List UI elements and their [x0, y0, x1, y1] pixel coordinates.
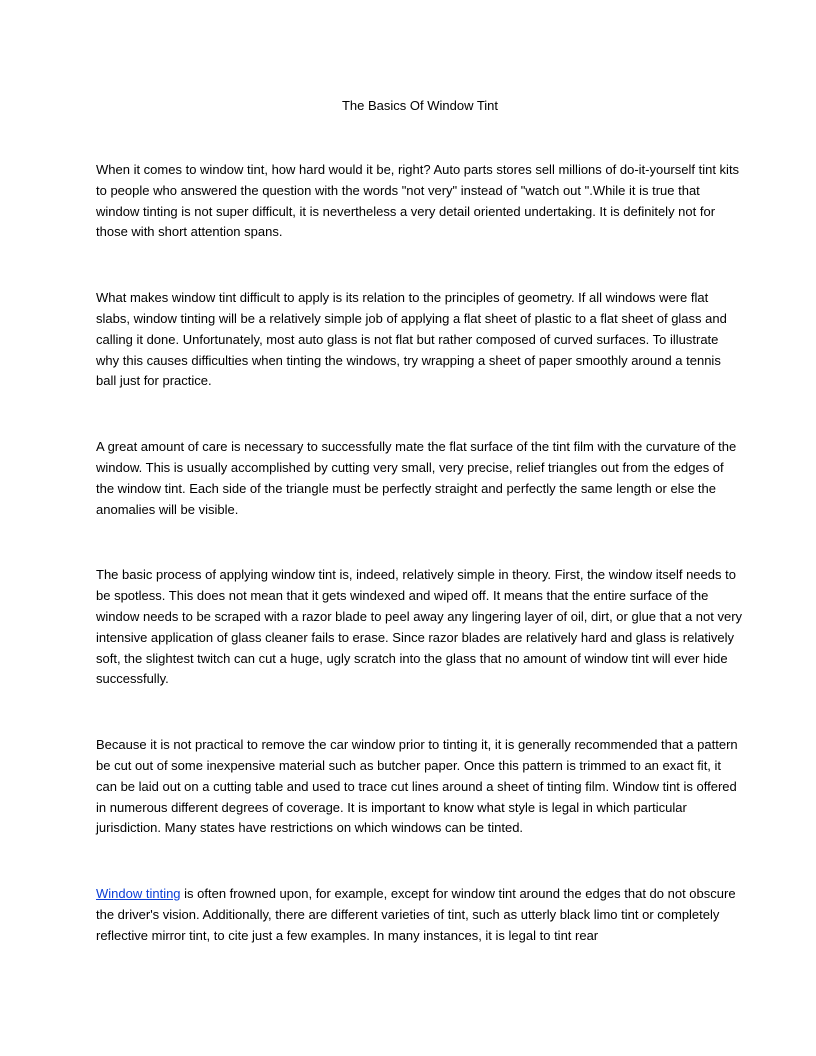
paragraph-basic-process: The basic process of applying window tint is, indeed, relatively simple in theory. First, the window itself needs to be spotless. This does not mean that it gets windexed and wiped off. It means that the entire surface of the window needs to be scraped with a razor blade to peel away any lingering layer of oil, dirt, or glue that a not very intensive application of glass cleaner fails to erase. Since razor blades are relatively hard and glass is relatively soft, the slightest twitch can cut a huge, ugly scratch into the glass that no amount of window tint will ever hide successfully.	[96, 567, 743, 687]
window-tinting-link[interactable]: Window tinting	[96, 886, 181, 902]
paragraph-geometry: What makes window tint difficult to apply is its relation to the principles of geometry. If all windows were flat slabs, window tinting will be a relatively simple job of applying a flat sheet of plastic to a flat sheet of glass and calling it done. Unfortunately, most auto glass is not flat but rather composed of curved surfaces. To illustrate why this causes difficulties when tinting the windows, try wrapping a sheet of paper smoothly around a tennis ball just for practice.	[96, 290, 727, 389]
paragraph-relief-triangles: A great amount of care is necessary to successfully mate the flat surface of the tint film with the curvature of the window. This is usually accomplished by cutting very small, very precise, relief triangles out from the edges of the window tint. Each side of the triangle must be perfectly straight and perfectly the same length or else the anomalies will be visible.	[96, 439, 737, 517]
paragraph-pattern: Because it is not practical to remove the car window prior to tinting it, it is generally recommended that a pattern be cut out of some inexpensive material such as butcher paper. Once this pattern is trimmed to an exact fit, it can be laid out on a cutting table and used to trace cut lines around a sheet of tinting film. Window tint is offered in numerous different degrees of coverage. It is important to know what style is legal in which particular jurisdiction. Many states have restrictions on which windows can be tinted.	[96, 737, 738, 836]
document-page	[96, 96, 744, 947]
document-title: The Basics Of Window Tint	[341, 98, 499, 113]
paragraph-intro: When it comes to window tint, how hard would it be, right? Auto parts stores sell millions of do-it-yourself tint kits to people who answered the question with the words "not very" instead of "watch out ".While it is true that window tinting is not super difficult, it is nevertheless a very detail oriented undertaking. It is definitely not for those with short attention spans.	[96, 162, 740, 240]
paragraph-legality-text: is often frowned upon, for example, except for window tint around the edges that do not obscure the driver's vision. Additionally, there are different varieties of tint, such as utterly black limo tint or completely reflective mirror tint, to cite just a few examples. In many instances, it is legal to tint rear	[96, 886, 736, 943]
paragraph-legality	[96, 884, 744, 946]
